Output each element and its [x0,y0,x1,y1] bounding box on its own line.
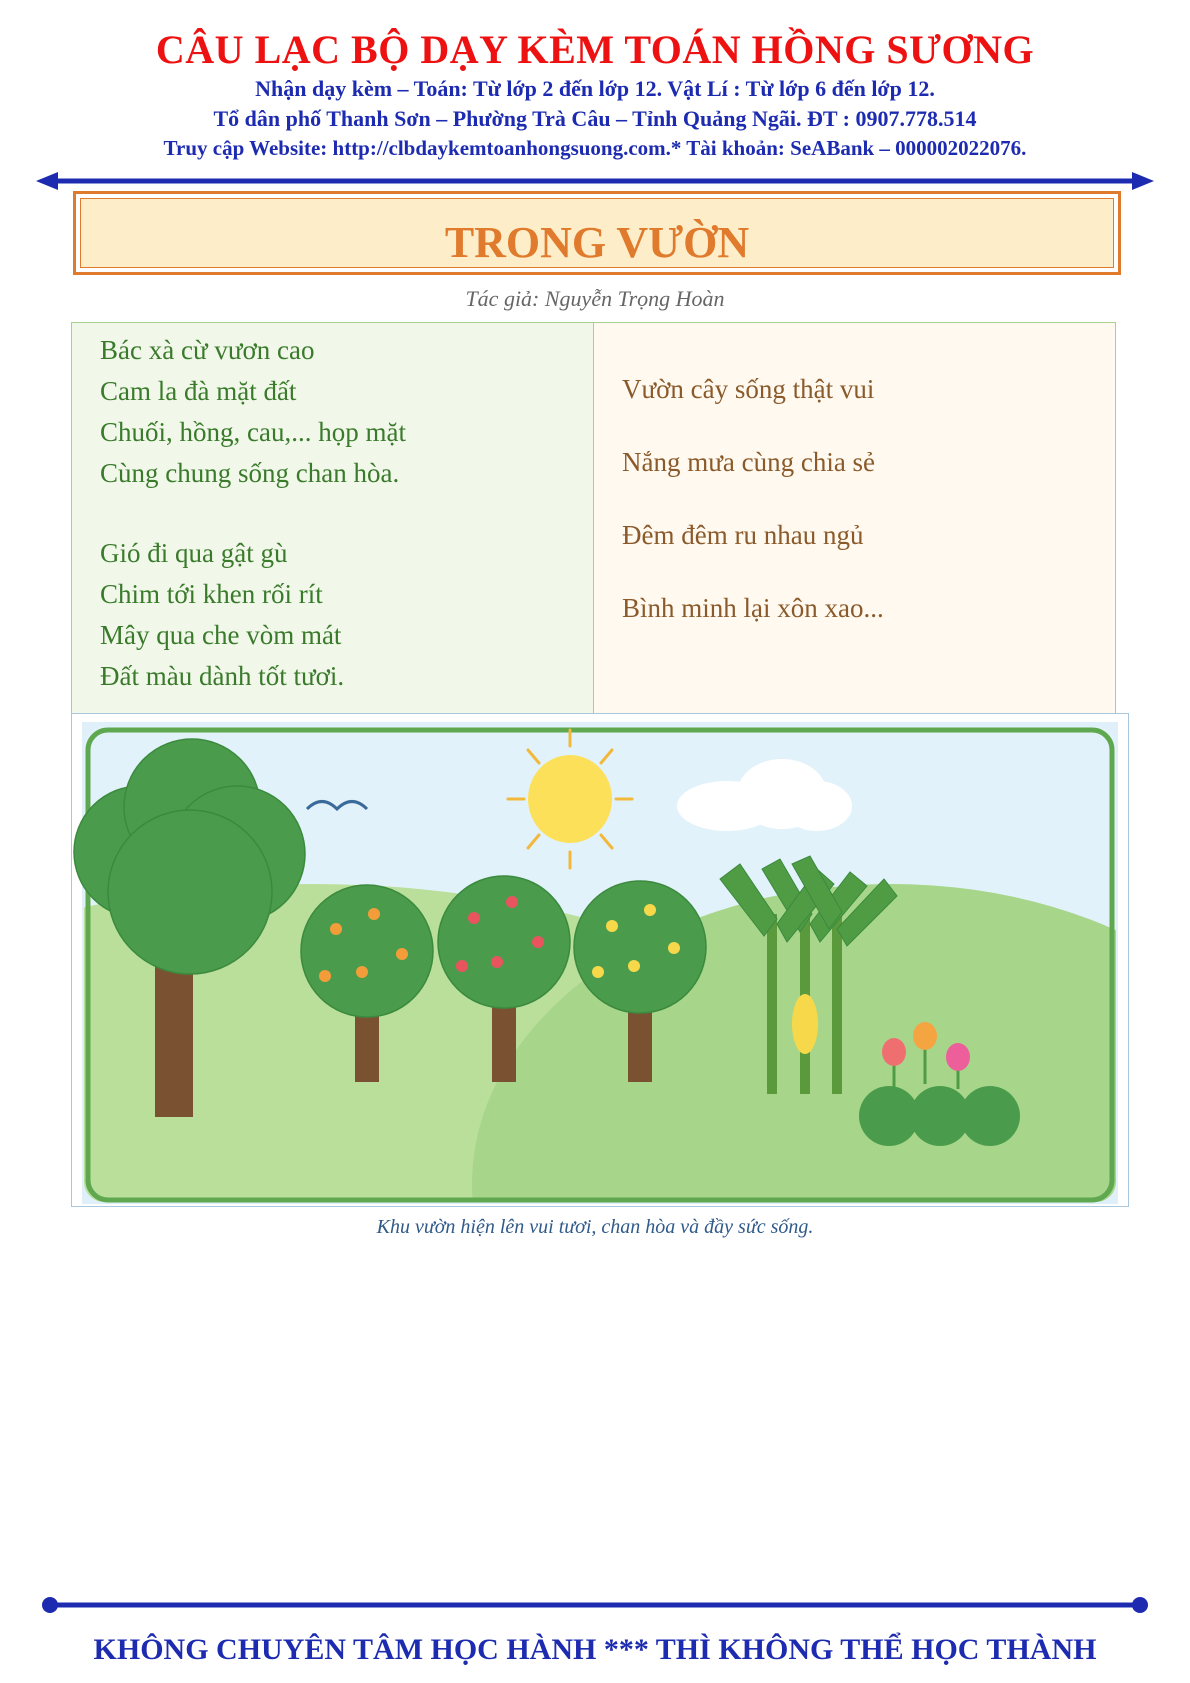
poem-column-right [594,323,1115,713]
poem-author: Tác giả: Nguyễn Trọng Hoàn [465,286,725,311]
verse-line: Cam la đà mặt đất [100,376,297,406]
poem-table [71,322,1116,714]
verse-line: Mây qua che vòm mát [100,620,342,650]
verse-line: Chuối, hồng, cau,... họp mặt [100,417,406,447]
verse-line: Đất màu dành tốt tươi. [100,661,345,691]
verse-line: Chim tới khen rối rít [100,579,323,609]
garden-illustration [71,713,1129,1207]
footer-motto: KHÔNG CHUYÊN TÂM HỌC HÀNH *** THÌ KHÔNG THỂ HỌC THÀNH [93,1633,1097,1666]
verse-line: Bác xà cừ vươn cao [100,335,315,365]
poem-column-left [72,323,594,713]
verse-line: Bình minh lại xôn xao... [622,593,884,623]
header-divider-arrow [0,0,1190,200]
illustration-caption: Khu vườn hiện lên vui tươi, chan hòa và đầy sức sống. [376,1216,814,1238]
footer-divider [0,1590,1190,1620]
verse-line: Gió đi qua gật gù [100,538,288,568]
club-name: CÂU LẠC BỘ DẠY KÈM TOÁN HỒNG SƯƠNG [155,27,1035,72]
verse-line: Cùng chung sống chan hòa. [100,458,400,488]
header-subjects-line: Nhận dạy kèm – Toán: Từ lớp 2 đến lớp 12. Vật Lí : Từ lớp 6 đến lớp 12. [255,76,935,101]
verse-line: Vườn cây sống thật vui [622,374,875,404]
verse-line: Đêm đêm ru nhau ngủ [622,520,864,550]
header-address-line: Tổ dân phố Thanh Sơn – Phường Trà Câu – Tỉnh Quảng Ngãi. ĐT : 0907.778.514 [213,106,977,131]
header-website-line: Truy cập Website: http://clbdaykemtoanhongsuong.com.* Tài khoản: SeABank – 000002022076. [163,136,1027,160]
title-banner [73,191,1121,275]
verse-line: Nắng mưa cùng chia sẻ [622,447,876,477]
poem-title: TRONG VƯỜN [444,218,750,267]
